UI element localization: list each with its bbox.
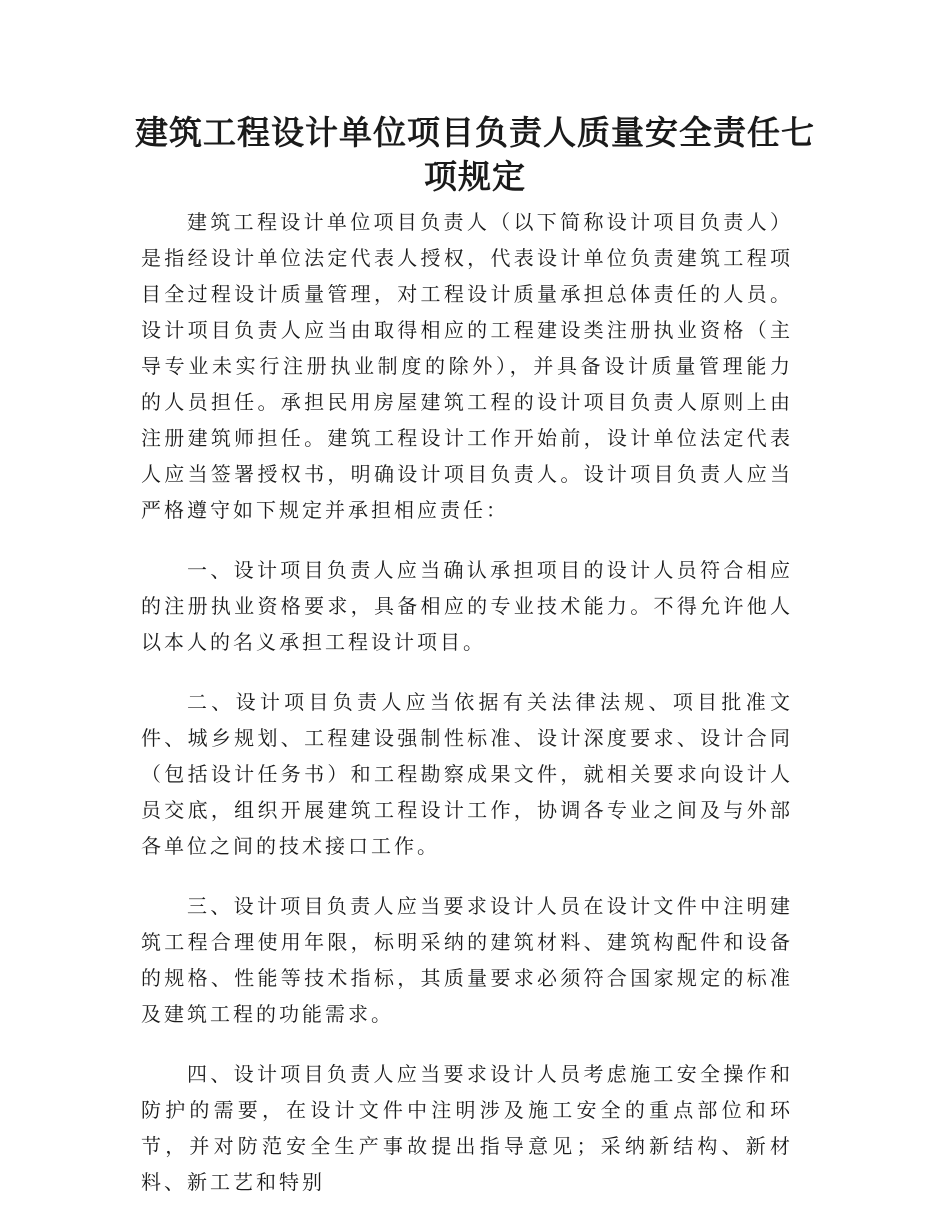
rule-paragraph-2: 二、设计项目负责人应当依据有关法律法规、项目批准文件、城乡规划、工程建设强制性标准、设计深度要求、设计合同（包括设计任务书）和工程勘察成果文件，就相关要求向设计人员交底，组织开展建筑工程设计工作，协调各专业之间及与外部各单位之间的技术接口工作。 — [141, 690, 793, 858]
intro-paragraph: 建筑工程设计单位项目负责人（以下简称设计项目负责人）是指经设计单位法定代表人授权，代表设计单位负责建筑工程项目全过程设计质量管理，对工程设计质量承担总体责任的人员。设计项目负责人应当由取得相应的工程建设类注册执业资格（主导专业未实行注册执业制度的除外），并具备设计质量管理能力的人员担任。承担民用房屋建筑工程的设计项目负责人原则上由注册建筑师担任。建筑工程设计工作开始前，设计单位法定代表人应当签署授权书，明确设计项目负责人。设计项目负责人应当严格遵守如下规定并承担相应责任： — [141, 210, 793, 522]
document-title: 建筑工程设计单位项目负责人质量安全责任七项规定 — [135, 113, 815, 196]
document-body — [141, 204, 793, 1224]
rule-paragraph-3: 三、设计项目负责人应当要求设计人员在设计文件中注明建筑工程合理使用年限，标明采纳的建筑材料、建筑构配件和设备的规格、性能等技术指标，其质量要求必须符合国家规定的标准及建筑工程的功能需求。 — [141, 894, 793, 1026]
rule-paragraph-1: 一、设计项目负责人应当确认承担项目的设计人员符合相应的注册执业资格要求，具备相应的专业技术能力。不得允许他人以本人的名义承担工程设计项目。 — [141, 558, 793, 654]
rule-paragraph-4: 四、设计项目负责人应当要求设计人员考虑施工安全操作和防护的需要，在设计文件中注明涉及施工安全的重点部位和环节，并对防范安全生产事故提出指导意见；采纳新结构、新材料、新工艺和特别 — [141, 1062, 793, 1194]
